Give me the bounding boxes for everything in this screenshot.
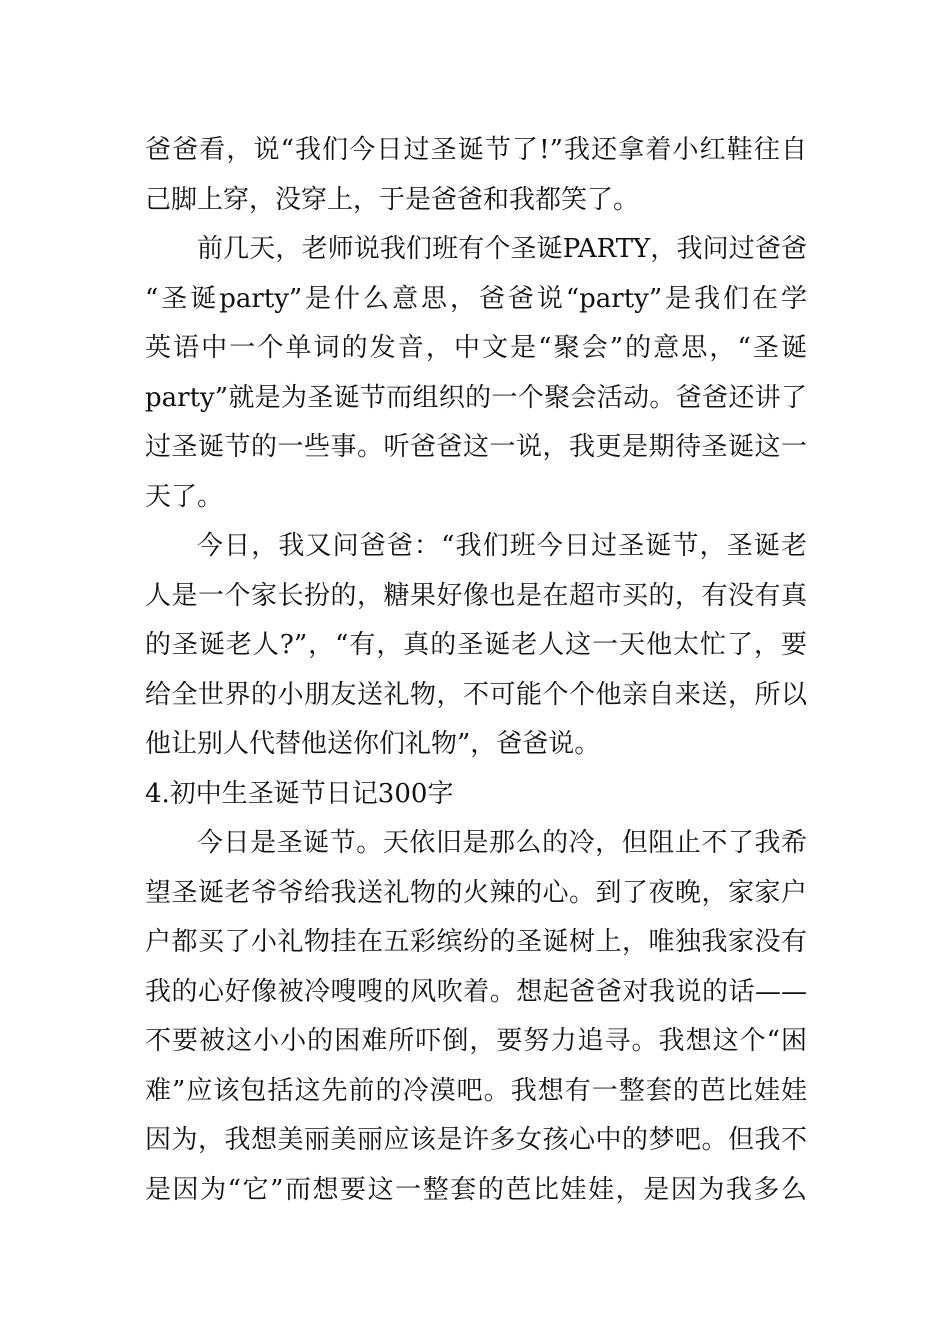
text-line: 今日是圣诞节。天依旧是那么的冷，但阻止不了我希 <box>197 828 807 858</box>
text-line: 爸爸看，说“我们今日过圣诞节了!”我还拿着小红鞋往自 <box>145 135 807 165</box>
text-line: 天了。 <box>145 481 224 512</box>
text-line: 是因为“它”而想要这一整套的芭比娃娃，是因为我多么 <box>145 1174 807 1205</box>
text-line: 望圣诞老爷爷给我送礼物的火辣的心。到了夜晚，家家户 <box>145 877 807 908</box>
text-line: 难”应该包括这先前的冷漠吧。我想有一整套的芭比娃娃 <box>145 1075 807 1106</box>
text-line: 我的心好像被冷嗖嗖的风吹着。想起爸爸对我说的话—— <box>145 976 807 1007</box>
text-line: 前几天，老师说我们班有个圣诞PARTY，我问过爸爸 <box>197 234 807 264</box>
text-line: 不要被这小小的困难所吓倒，要努力追寻。我想这个“困 <box>145 1026 807 1056</box>
text-line: party”就是为圣诞节而组织的一个聚会活动。爸爸还讲了 <box>145 382 807 413</box>
text-line: 过圣诞节的一些事。听爸爸这一说，我更是期待圣诞这一 <box>145 432 807 462</box>
text-line: 人是一个家长扮的，糖果好像也是在超市买的，有没有真 <box>145 580 807 611</box>
paragraph-3 <box>145 522 807 770</box>
text-line: 己脚上穿，没穿上，于是爸爸和我都笑了。 <box>145 184 640 215</box>
text-line: 今日，我又问爸爸：“我们班今日过圣诞节，圣诞老 <box>197 531 807 561</box>
paragraph-4 <box>145 819 807 1215</box>
section-heading: 4.初中生圣诞节日记300字 <box>145 778 454 809</box>
paragraph-2 <box>145 225 807 522</box>
text-line: 英语中一个单词的发音，中文是“聚会”的意思，“圣诞 <box>145 333 807 363</box>
document-body <box>145 126 807 1215</box>
text-line: 户都买了小礼物挂在五彩缤纷的圣诞树上，唯独我家没有 <box>145 927 807 957</box>
text-line: 的圣诞老人?”，“有，真的圣诞老人这一天他太忙了，要 <box>145 630 807 660</box>
text-line: 给全世界的小朋友送礼物，不可能个个他亲自来送，所以 <box>145 679 807 710</box>
paragraph-1 <box>145 126 807 225</box>
text-line: 他让别人代替他送你们礼物”，爸爸说。 <box>145 729 601 759</box>
text-line: 因为，我想美丽美丽应该是许多女孩心中的梦吧。但我不 <box>145 1125 807 1155</box>
text-line: “圣诞party”是什么意思，爸爸说“party”是我们在学 <box>145 283 807 314</box>
